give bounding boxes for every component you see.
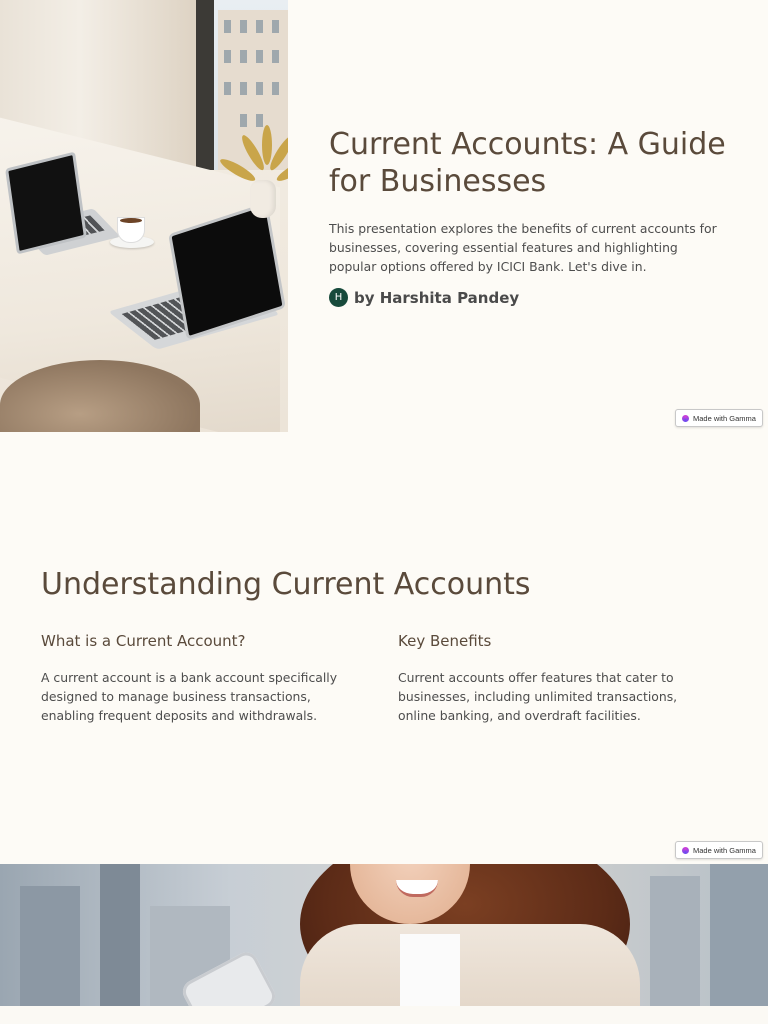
businesswoman-phone-image xyxy=(0,864,768,1006)
badge-label: Made with Gamma xyxy=(693,845,756,855)
page-title: Current Accounts: A Guide for Businesses xyxy=(329,127,726,199)
avatar: H xyxy=(329,288,348,307)
column-key-benefits xyxy=(398,632,718,725)
slide-photo xyxy=(0,864,768,1006)
column-heading: What is a Current Account? xyxy=(41,632,246,650)
slide-title xyxy=(0,0,768,432)
gamma-logo-icon xyxy=(682,415,689,422)
author-byline xyxy=(329,288,519,307)
author-name: by Harshita Pandey xyxy=(354,288,520,307)
gamma-logo-icon xyxy=(682,847,689,854)
column-text: Current accounts offer features that cater to businesses, including unlimited transactions, online banking, and overdraft facilities. xyxy=(398,670,678,723)
plant-vase xyxy=(250,180,276,218)
made-with-gamma-badge[interactable] xyxy=(675,409,763,427)
column-what-is xyxy=(41,632,361,725)
column-text: A current account is a bank account specifically designed to manage business transactions, enabling frequent deposits and withdrawals. xyxy=(41,670,338,723)
intro-description: This presentation explores the benefits of current accounts for businesses, covering essential features and highlighting popular options offered by ICICI Bank. Let's dive in. xyxy=(329,221,717,274)
office-desk-image xyxy=(0,0,288,432)
badge-label: Made with Gamma xyxy=(693,413,756,423)
made-with-gamma-badge[interactable] xyxy=(675,841,763,859)
column-heading: Key Benefits xyxy=(398,632,492,650)
section-title: Understanding Current Accounts xyxy=(41,567,531,602)
slide-understanding xyxy=(0,432,768,864)
